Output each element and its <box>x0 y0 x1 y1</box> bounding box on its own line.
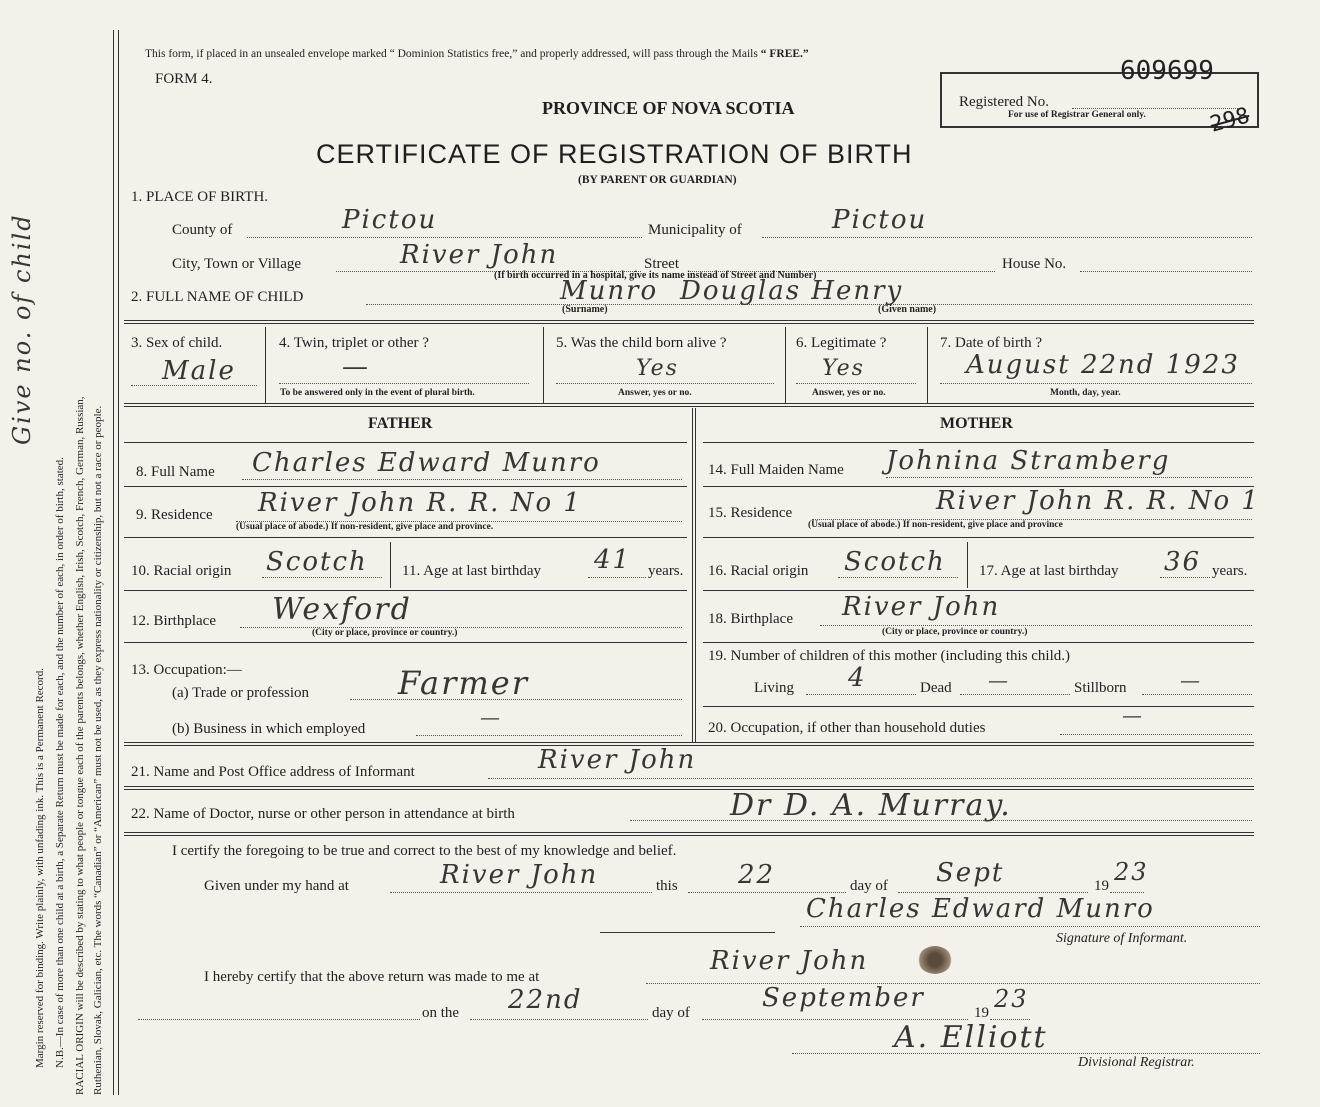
given-place-line <box>390 892 652 893</box>
registered-number: 609699 <box>1120 56 1214 86</box>
ink-blot <box>918 946 952 974</box>
form-number: FORM 4. <box>155 71 213 87</box>
doctor-label: 22. Name of Doctor, nurse or other person in attendance at birth <box>131 806 515 822</box>
county-value: Pictou <box>342 205 438 235</box>
mother-rule-3 <box>703 590 1254 591</box>
father-biz-value: — <box>480 705 502 729</box>
row3-divider-2 <box>543 327 544 403</box>
reg-year-prefix: 19 <box>974 1005 989 1021</box>
divider-after-doctor <box>124 832 1254 836</box>
father-bp-label: 12. Birthplace <box>131 613 216 629</box>
hospital-note: (If birth occurred in a hospital, give its name instead of Street and Number) <box>494 270 817 281</box>
municipality-label: Municipality of <box>648 222 742 238</box>
signature-rule-left <box>600 932 775 933</box>
father-age-value: 41 <box>594 545 632 575</box>
registrar-caption: Divisional Registrar. <box>1078 1055 1195 1070</box>
sex-label: 3. Sex of child. <box>131 335 223 351</box>
father-rule-2 <box>124 537 687 538</box>
informant-label: 21. Name and Post Office address of Informant <box>131 764 415 780</box>
mother-stillborn-line <box>1142 694 1252 695</box>
mother-dead-label: Dead <box>920 680 952 696</box>
divider-after-informant <box>124 786 1254 790</box>
alive-note: Answer, yes or no. <box>618 388 692 398</box>
mother-rule-2 <box>703 537 1254 538</box>
mother-res-note: (Usual place of abode.) If non-resident, give place and province <box>808 520 1063 530</box>
mother-race-value: Scotch <box>844 547 946 577</box>
mother-name-label: 14. Full Maiden Name <box>708 462 844 478</box>
municipality-value: Pictou <box>832 205 928 235</box>
mother-heading: MOTHER <box>940 415 1013 432</box>
city-label: City, Town or Village <box>172 256 302 272</box>
place-heading: 1. PLACE OF BIRTH. <box>131 189 269 205</box>
mother-race-label: 16. Racial origin <box>708 563 809 579</box>
given-caption: (Given name) <box>878 304 937 315</box>
registrar-place-line <box>646 983 1260 984</box>
mother-age-value: 36 <box>1164 547 1202 577</box>
father-race-label: 10. Racial origin <box>131 563 232 579</box>
alive-value: Yes <box>636 356 679 381</box>
mother-race-line <box>838 577 958 578</box>
mother-name-value: Johnina Stramberg <box>886 446 1171 476</box>
surname-caption: (Surname) <box>562 304 608 315</box>
row3-divider-1 <box>265 327 266 403</box>
informant-signature: Charles Edward Munro <box>806 894 1155 924</box>
legit-value: Yes <box>822 356 865 381</box>
parents-divider-1 <box>692 408 693 742</box>
twin-line <box>279 383 529 384</box>
father-heading: FATHER <box>368 415 433 432</box>
margin-note-binding: Margin reserved for binding. Write plainly, with unfading ink. This is a Permanent Record. <box>34 668 46 1068</box>
registered-note: For use of Registrar General only. <box>1008 110 1146 120</box>
father-race-line <box>262 577 382 578</box>
certificate-subtitle: (BY PARENT OR GUARDIAN) <box>578 174 737 186</box>
this-label: this <box>656 878 678 894</box>
corner-stamp-number: 298 <box>1207 103 1253 138</box>
row3-divider-3 <box>785 327 786 403</box>
margin-handwritten-note: Give no. of child <box>8 213 36 445</box>
binding-line-1 <box>113 30 114 1095</box>
twin-note: To be answered only in the event of plural birth. <box>280 388 475 398</box>
legit-label: 6. Legitimate ? <box>796 335 887 351</box>
divider-after-row3 <box>124 403 1254 407</box>
mother-race-divider <box>967 542 968 588</box>
father-res-value: River John R. R. No 1 <box>258 488 582 518</box>
margin-note-multiple-births: N.B.—In case of more than one child at a birth, a Separate Return must be made for each, and the number of each, in order of birth, stated. <box>54 457 66 1068</box>
mother-bp-value: River John <box>842 592 1001 622</box>
registrar-month-value: September <box>762 983 925 1013</box>
father-biz-line <box>416 735 682 736</box>
year-prefix: 19 <box>1094 878 1109 894</box>
father-res-note: (Usual place of abode.) If non-resident, give place and province. <box>236 522 494 532</box>
child-given-name: Douglas Henry <box>680 276 904 306</box>
registrar-left-line <box>138 1019 420 1020</box>
informant-line <box>488 778 1252 779</box>
mother-name-line <box>886 477 1252 478</box>
certificate-title: CERTIFICATE OF REGISTRATION OF BIRTH <box>316 139 913 169</box>
given-year-value: 23 <box>1114 858 1149 886</box>
mother-years-label: years. <box>1212 563 1248 579</box>
house-label: House No. <box>1002 256 1067 272</box>
county-line <box>247 237 642 238</box>
mother-children-label: 19. Number of children of this mother (including this child.) <box>708 648 1071 664</box>
parents-divider-2 <box>695 408 696 742</box>
mother-living-value: 4 <box>848 663 867 693</box>
mother-res-label: 15. Residence <box>708 505 793 521</box>
province-title: PROVINCE OF NOVA SCOTIA <box>542 98 795 118</box>
dob-line <box>940 383 1252 384</box>
father-race-value: Scotch <box>266 547 368 577</box>
mother-occ-value: — <box>1122 703 1144 727</box>
doctor-value: Dr D. A. Murray. <box>730 788 1012 823</box>
given-year-line <box>1110 892 1144 893</box>
registrar-signature: A. Elliott <box>894 1020 1048 1055</box>
father-res-label: 9. Residence <box>136 507 213 523</box>
given-day-value: 22 <box>738 860 776 890</box>
registrar-year-value: 23 <box>994 985 1029 1013</box>
on-the-label: on the <box>422 1005 460 1021</box>
mother-stillborn-label: Stillborn <box>1074 680 1127 696</box>
father-rule-1 <box>124 486 687 487</box>
mother-bp-line <box>820 625 1252 626</box>
father-occ-label: 13. Occupation:— <box>131 662 242 678</box>
father-trade-value: Farmer <box>398 664 529 702</box>
alive-label: 5. Was the child born alive ? <box>556 335 727 351</box>
father-race-divider <box>390 542 391 588</box>
twin-label: 4. Twin, triplet or other ? <box>279 335 429 351</box>
mother-dead-line <box>960 694 1070 695</box>
mother-bp-note: (City or place, province or country.) <box>882 627 1028 637</box>
father-rule-3 <box>124 590 687 591</box>
reg-day-of-label: day of <box>652 1005 690 1021</box>
certify-statement: I certify the foregoing to be true and correct to the best of my knowledge and belief. <box>172 843 677 859</box>
given-month-value: Sept <box>936 858 1005 888</box>
margin-note-racial-origin-2: Ruthenian, Slovak, Galician, etc. The words “Canadian” or “American” must not be used, as they express nationality or citizenship, but not a race or people. <box>92 405 104 1095</box>
father-name-line <box>242 479 682 480</box>
father-heading-rule <box>124 442 687 443</box>
child-surname: Munro <box>560 276 659 306</box>
mother-living-label: Living <box>754 680 794 696</box>
street-label: Street <box>644 256 679 272</box>
father-trade-label: (a) Trade or profession <box>172 685 310 701</box>
registrar-statement: I hereby certify that the above return was made to me at <box>204 969 540 985</box>
legit-line <box>796 383 916 384</box>
signature-line <box>800 926 1260 927</box>
house-line <box>1080 271 1252 272</box>
father-bp-value: Wexford <box>272 592 412 627</box>
dob-value: August 22nd 1923 <box>966 350 1240 380</box>
father-age-label: 11. Age at last birthday <box>402 563 541 579</box>
mailing-notice: This form, if placed in an unsealed envelope marked “ Dominion Statistics free,” and properly addressed, will pass through the Mails “ FREE.” <box>145 48 809 60</box>
father-name-value: Charles Edward Munro <box>252 448 601 478</box>
father-bp-line <box>240 627 682 628</box>
divider-after-name <box>124 320 1254 324</box>
registered-label: Registered No. <box>959 94 1049 110</box>
legit-note: Answer, yes or no. <box>812 388 886 398</box>
registrar-day-line <box>470 1019 648 1020</box>
mother-occ-label: 20. Occupation, if other than household duties <box>708 720 986 736</box>
mother-living-line <box>806 694 916 695</box>
mother-dead-value: — <box>988 668 1010 692</box>
municipality-line <box>762 237 1252 238</box>
father-name-label: 8. Full Name <box>136 464 215 480</box>
registered-line <box>1072 108 1242 109</box>
father-biz-label: (b) Business in which employed <box>172 721 366 737</box>
mother-occ-line <box>1060 734 1252 735</box>
mother-res-value: River John R. R. No 1 <box>936 486 1260 516</box>
county-label: County of <box>172 222 233 238</box>
father-rule-4 <box>124 642 687 643</box>
city-value: River John <box>400 240 559 270</box>
mother-heading-rule <box>703 442 1254 443</box>
mother-age-label: 17. Age at last birthday <box>979 563 1119 579</box>
given-month-line <box>898 892 1088 893</box>
given-label: Given under my hand at <box>204 878 349 894</box>
day-of-label: day of <box>850 878 888 894</box>
margin-note-racial-origin-1: RACIAL ORIGIN will be described by stating to what people or tongue each of the parents belongs, whether English, Irish, Scotch, French, German, Russian, <box>74 396 86 1095</box>
twin-value: — <box>342 352 370 382</box>
mother-stillborn-value: — <box>1180 668 1202 692</box>
signature-caption: Signature of Informant. <box>1056 931 1188 946</box>
given-day-line <box>688 892 846 893</box>
binding-line-2 <box>118 30 119 1095</box>
father-age-line <box>588 577 646 578</box>
father-years-label: years. <box>648 563 684 579</box>
mother-rule-4 <box>703 642 1254 643</box>
informant-value: River John <box>538 745 697 775</box>
mother-age-line <box>1160 577 1210 578</box>
alive-line <box>556 383 774 384</box>
sex-value: Male <box>162 356 236 386</box>
father-bp-note: (City or place, province or country.) <box>312 628 458 638</box>
dob-label: 7. Date of birth ? <box>940 335 1043 351</box>
given-place-value: River John <box>440 860 599 890</box>
dob-note: Month, day, year. <box>1050 388 1121 398</box>
registrar-place-value: River John <box>710 946 869 976</box>
mother-bp-label: 18. Birthplace <box>708 611 793 627</box>
row3-divider-4 <box>927 327 928 403</box>
mother-rule-5 <box>703 706 1254 707</box>
child-name-label: 2. FULL NAME OF CHILD <box>131 289 304 305</box>
registrar-day-value: 22nd <box>508 985 583 1015</box>
